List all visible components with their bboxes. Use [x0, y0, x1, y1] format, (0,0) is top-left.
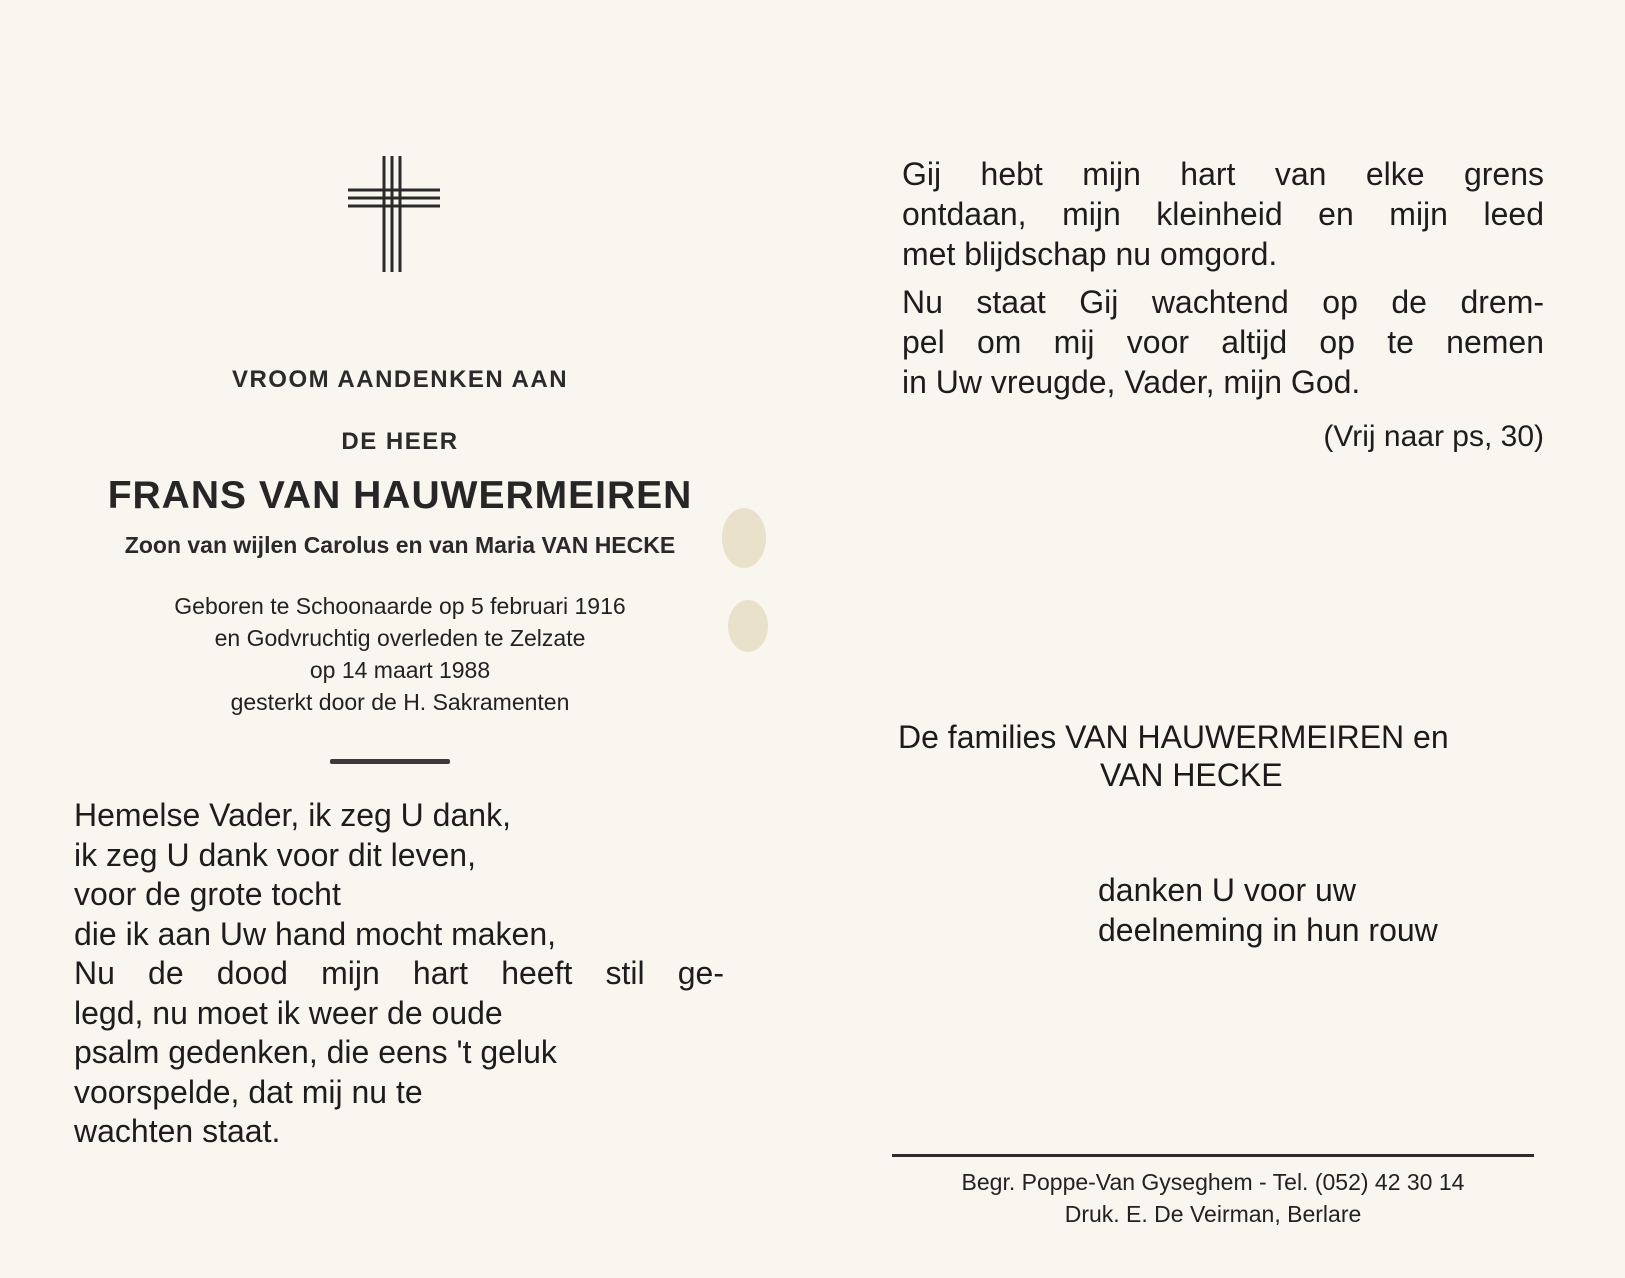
memorial-line: VROOM AANDENKEN AAN: [231, 366, 569, 393]
poem-line: Nu staat Gij wachtend op de drem-: [902, 284, 1544, 320]
family-line: De families VAN HAUWERMEIREN en: [898, 719, 1449, 755]
death-line: en Godvruchtig overleden te Zelzate: [214, 625, 586, 651]
poem-line: voor de grote tocht: [74, 876, 341, 912]
footer-divider: [892, 1154, 1534, 1157]
life-details: [70, 590, 730, 718]
poem-line: psalm gedenken, die eens 't geluk: [74, 1034, 557, 1070]
psalm-reference: (Vrij naar ps, 30): [1323, 420, 1544, 453]
poem-line: ik zeg U dank voor dit leven,: [74, 836, 476, 873]
poem-left: [74, 796, 724, 1152]
poem-line: Nu de dood mijn hart heeft stil ge-: [74, 955, 724, 991]
cross-icon: [346, 154, 442, 274]
divider: [330, 759, 450, 764]
poem-line: legd, nu moet ik weer de oude: [74, 994, 503, 1031]
poem-line: Hemelse Vader, ik zeg U dank,: [74, 797, 511, 833]
printer-info: [892, 1166, 1534, 1230]
poem-line: Gij hebt mijn hart van elke grens: [902, 156, 1544, 192]
sacraments-line: gesterkt door de H. Sakramenten: [230, 689, 570, 715]
poem-line: wachten staat.: [74, 1113, 281, 1149]
stanza-2: [902, 282, 1544, 402]
paper-stain: [728, 600, 768, 652]
death-date-line: op 14 maart 1988: [309, 657, 491, 683]
poem-line: ontdaan, mijn kleinheid en mijn leed: [902, 196, 1544, 232]
thanks-line: deelneming in hun rouw: [1098, 912, 1438, 948]
poem-line: voorspelde, dat mij nu te: [74, 1073, 423, 1110]
family-line: VAN HECKE: [1100, 757, 1283, 793]
poem-line: met blijdschap nu omgord.: [902, 236, 1278, 272]
deceased-name: FRANS VAN HAUWERMEIREN: [107, 474, 693, 517]
thanks-block: [1098, 870, 1538, 950]
poem-right: [902, 154, 1544, 410]
family-block: [898, 718, 1538, 794]
birth-line: Geboren te Schoonaarde op 5 februari 1916: [174, 593, 626, 619]
stanza-1: [902, 154, 1544, 274]
poem-line: in Uw vreugde, Vader, mijn God.: [902, 364, 1361, 400]
printer-line: Druk. E. De Veirman, Berlare: [1064, 1201, 1362, 1227]
thanks-line: danken U voor uw: [1098, 872, 1356, 908]
parents-line: Zoon van wijlen Carolus en van Maria VAN HECKE: [124, 532, 676, 558]
poem-line: die ik aan Uw hand mocht maken,: [74, 915, 557, 952]
poem-line: pel om mij voor altijd op te nemen: [902, 324, 1544, 360]
title-line: DE HEER: [341, 428, 459, 455]
undertaker-line: Begr. Poppe-Van Gyseghem - Tel. (052) 42 30 14: [961, 1169, 1465, 1195]
